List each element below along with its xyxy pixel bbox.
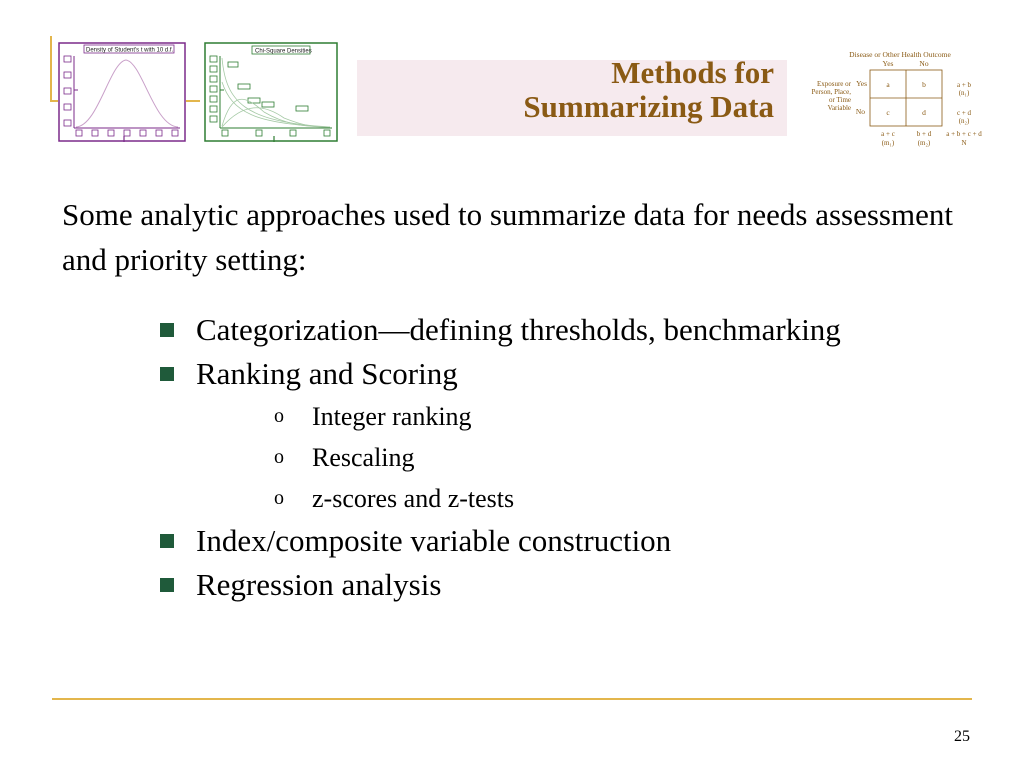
col-total-1: a + c [881, 130, 895, 138]
grand-total: a + b + c + d [946, 130, 982, 138]
circle-bullet-icon: o [274, 405, 284, 427]
row-total-2: c + d [956, 109, 972, 117]
t-density-title: Density of Student's t with 10 d.f. [86, 47, 174, 54]
bullet-list [160, 308, 960, 607]
bullet-text: Regression analysis [196, 567, 442, 602]
bullet-text: Ranking and Scoring [196, 356, 458, 391]
sub-bullet-item [160, 396, 960, 437]
col-total-2-label: (m₂) [917, 139, 931, 147]
table-row-no: No [855, 107, 865, 116]
col-total-2: b + d [916, 130, 932, 138]
row-total-1: a + b [956, 81, 972, 89]
table-row-label-3: or Time [829, 96, 851, 104]
cell-a: a [886, 80, 890, 89]
cell-b: b [922, 80, 926, 89]
row-total-1-label: (n₁) [958, 89, 970, 97]
table-row-label-4: Variable [827, 104, 851, 112]
slide-title-line-1: Methods for [611, 55, 774, 90]
table-col-yes: Yes [882, 59, 894, 68]
sub-bullet-text: Rescaling [312, 443, 415, 472]
grand-total-label: N [961, 139, 967, 147]
contingency-table-figure [800, 48, 1000, 152]
sub-bullet-text: Integer ranking [312, 402, 472, 431]
slide-title [394, 56, 774, 124]
table-row-label-1: Exposure or [816, 80, 851, 88]
table-col-no: No [919, 59, 929, 68]
bullet-text: Index/composite variable construction [196, 523, 672, 558]
sub-bullet-item [160, 478, 960, 519]
square-bullet-icon [160, 323, 174, 337]
top-accent-rule-vertical [50, 36, 52, 102]
row-total-2-label: (n₂) [958, 117, 970, 125]
table-row-label-2: Person, Place, [811, 88, 851, 96]
bullet-item [160, 519, 960, 563]
chi-square-thumbnail [204, 42, 338, 144]
square-bullet-icon [160, 534, 174, 548]
sub-bullet-item [160, 437, 960, 478]
chi-square-title: Chi-Square Densities [255, 48, 312, 55]
cell-d: d [922, 108, 926, 117]
bullet-item [160, 352, 960, 396]
cell-c: c [886, 108, 890, 117]
table-row-yes: Yes [856, 79, 867, 88]
col-total-1-label: (m₁) [881, 139, 895, 147]
square-bullet-icon [160, 578, 174, 592]
square-bullet-icon [160, 367, 174, 381]
bullet-text: Categorization—defining thresholds, benchmarking [196, 312, 841, 347]
bullet-item [160, 308, 960, 352]
page-number: 25 [954, 728, 970, 745]
intro-text: Some analytic approaches used to summarize data for needs assessment and priority setting: [62, 197, 953, 277]
circle-bullet-icon: o [274, 446, 284, 468]
bottom-accent-rule [52, 698, 972, 700]
bullet-item [160, 563, 960, 607]
circle-bullet-icon: o [274, 487, 284, 509]
sub-bullet-text: z-scores and z-tests [312, 484, 515, 513]
t-density-thumbnail [58, 42, 186, 144]
table-header: Disease or Other Health Outcome [849, 50, 951, 59]
slide-title-line-2: Summarizing Data [523, 89, 774, 124]
